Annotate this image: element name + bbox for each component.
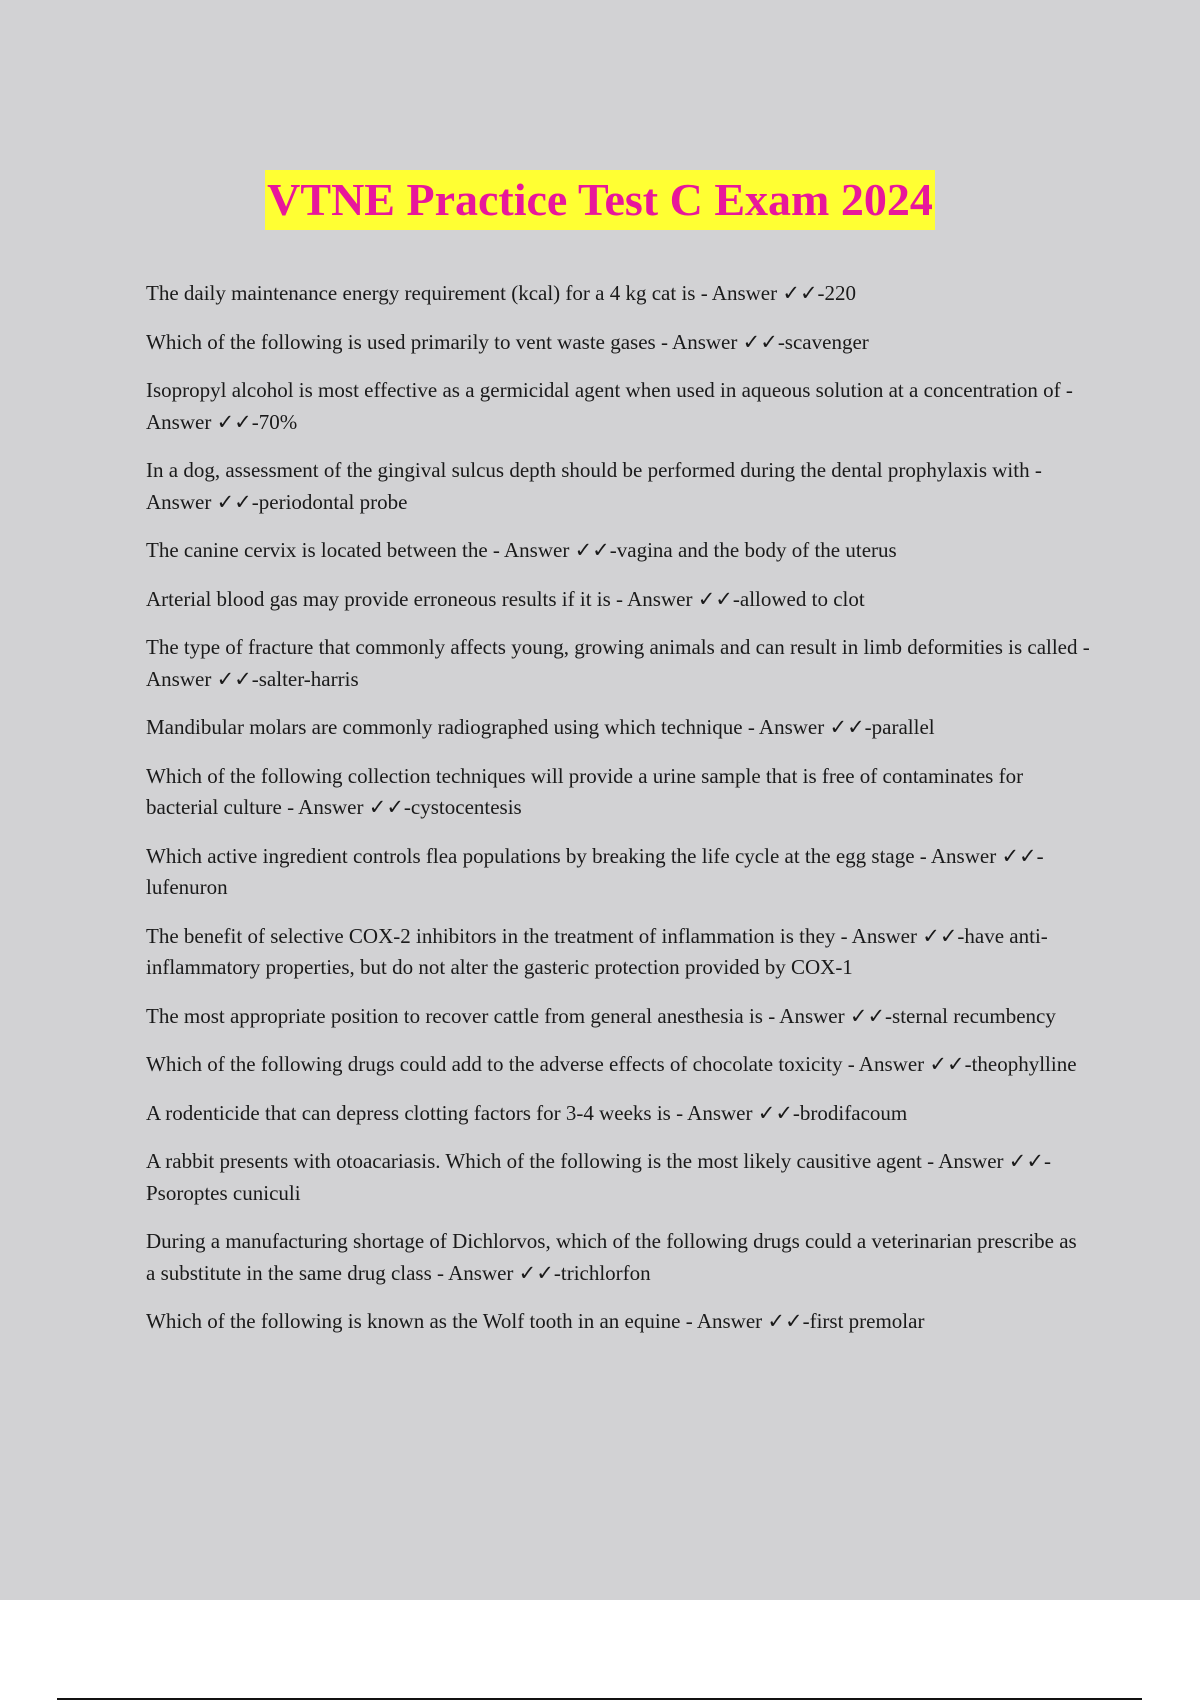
qa-item: Which of the following collection techniques will provide a urine sample that is free of contaminates for bacterial culture - Answer ✓✓-cystocentesis — [146, 763, 1024, 819]
qa-list — [146, 278, 1091, 1355]
qa-item: Isopropyl alcohol is most effective as a germicidal agent when used in aqueous solution at a concentration of - Answer ✓✓-70% — [146, 378, 1073, 434]
qa-item: Arterial blood gas may provide erroneous results if it is - Answer ✓✓-allowed to clot — [146, 586, 865, 611]
qa-item: Mandibular molars are commonly radiographed using which technique - Answer ✓✓-parallel — [146, 715, 935, 739]
title-container — [0, 170, 1200, 230]
qa-item: A rabbit presents with otoacariasis. Which of the following is the most likely causitive agent - Answer ✓✓-Psoroptes cuniculi — [146, 1149, 1051, 1205]
qa-item: A rodenticide that can depress clotting factors for 3-4 weeks is - Answer ✓✓-brodifacoum — [146, 1100, 908, 1125]
qa-item: Which of the following is known as the Wolf tooth in an equine - Answer ✓✓-first premolar — [146, 1309, 925, 1333]
qa-item: The type of fracture that commonly affects young, growing animals and can result in limb deformities is called - Answer ✓✓-salter-harris — [146, 635, 1090, 691]
qa-item: In a dog, assessment of the gingival sulcus depth should be performed during the dental prophylaxis with - Answer ✓✓-periodontal probe — [146, 458, 1042, 514]
qa-item: The daily maintenance energy requirement (kcal) for a 4 kg cat is - Answer ✓✓-220 — [146, 281, 857, 305]
qa-item: Which of the following is used primarily to vent waste gases - Answer ✓✓-scavenger — [146, 329, 869, 354]
page-title: VTNE Practice Test C Exam 2024 — [265, 170, 935, 230]
qa-item: The benefit of selective COX-2 inhibitors in the treatment of inflammation is they - Answer ✓✓-have anti-inflammatory properties, but do not alter the gasteric protection provided by COX-1 — [146, 923, 1048, 979]
qa-item: Which active ingredient controls flea populations by breaking the life cycle at the egg stage - Answer ✓✓-lufenuron — [146, 843, 1044, 899]
qa-item: The most appropriate position to recover cattle from general anesthesia is - Answer ✓✓-sternal recumbency — [146, 1003, 1056, 1028]
qa-item: During a manufacturing shortage of Dichlorvos, which of the following drugs could a veterinarian prescribe as a substitute in the same drug class - Answer ✓✓-trichlorfon — [146, 1229, 1077, 1285]
qa-item: The canine cervix is located between the - Answer ✓✓-vagina and the body of the uterus — [146, 538, 897, 562]
qa-item: Which of the following drugs could add to the adverse effects of chocolate toxicity - Answer ✓✓-theophylline — [146, 1052, 1077, 1076]
